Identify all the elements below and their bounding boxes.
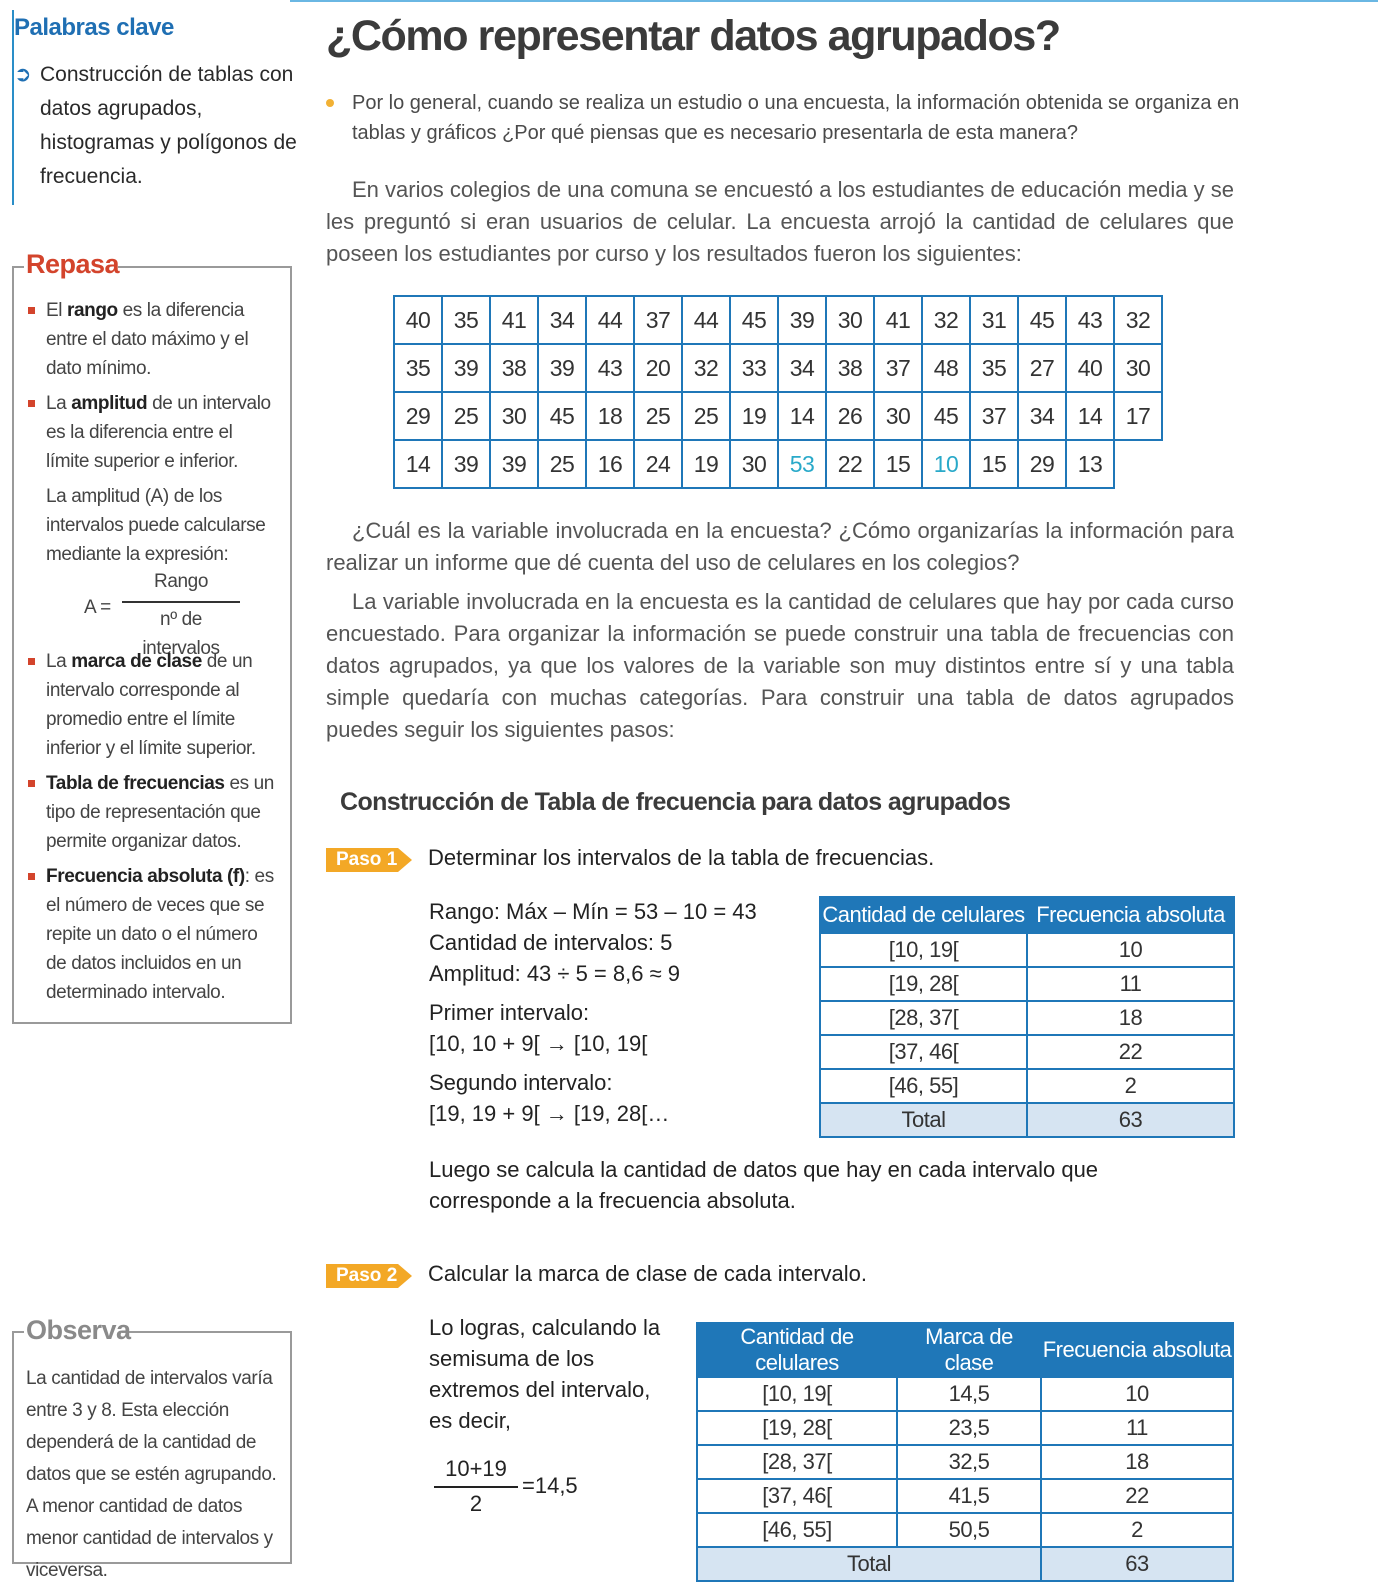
table-row xyxy=(697,1445,1233,1479)
total-value: 63 xyxy=(1041,1547,1233,1581)
arrow-right-icon: ➲ xyxy=(14,63,32,86)
frequency-cell: 2 xyxy=(1027,1069,1234,1103)
interval-cell: [46, 55] xyxy=(697,1513,897,1547)
repasa-item-amplitud xyxy=(28,389,280,476)
data-cell: 31 xyxy=(970,296,1018,344)
data-cell: 45 xyxy=(922,392,970,440)
data-cell: 39 xyxy=(538,344,586,392)
class-mark-cell: 41,5 xyxy=(897,1479,1041,1513)
keywords-item-text: Construcción de tablas con datos agrupados, histogramas y polígonos de frecuencia. xyxy=(40,63,297,188)
formula-denominator: nº de intervalos xyxy=(142,609,220,659)
amplitud-formula xyxy=(28,571,280,659)
frequency-cell: 11 xyxy=(1027,967,1234,1001)
step1-line-primer-label: Primer intervalo: xyxy=(429,1000,590,1025)
data-cell: 18 xyxy=(586,392,634,440)
circle-bullet-icon xyxy=(326,99,334,107)
table-row xyxy=(820,1001,1234,1035)
data-cell: 35 xyxy=(394,344,442,392)
data-cell: 30 xyxy=(826,296,874,344)
table-row xyxy=(697,1411,1233,1445)
data-cell: 53 xyxy=(778,440,826,488)
step2-explain: Lo logras, calculando la semisuma de los extremos del intervalo, es decir, xyxy=(429,1315,661,1433)
repasa-rule-right xyxy=(118,266,292,268)
interval-cell: [28, 37[ xyxy=(697,1445,897,1479)
marca-bar xyxy=(434,1486,518,1488)
data-cell: 38 xyxy=(490,344,538,392)
total-label: Total xyxy=(820,1103,1027,1137)
data-cell: 26 xyxy=(826,392,874,440)
frequency-cell: 18 xyxy=(1041,1445,1233,1479)
square-bullet-icon xyxy=(28,873,35,880)
data-cell: 37 xyxy=(874,344,922,392)
data-cell: 13 xyxy=(1066,440,1114,488)
step1-tag: Paso 1 xyxy=(326,848,398,872)
frequency-table-1 xyxy=(819,896,1235,1138)
data-cell: 14 xyxy=(778,392,826,440)
repasa-tabla-post: es un tipo de representación que permite organizar datos. xyxy=(46,773,274,852)
data-cell: 29 xyxy=(394,392,442,440)
data-cell: 15 xyxy=(970,440,1018,488)
table-row xyxy=(820,967,1234,1001)
class-mark-cell: 32,5 xyxy=(897,1445,1041,1479)
paragraph-question: ¿Cuál es la variable involucrada en la encuesta? ¿Cómo organizarías la información para realizar un informe que dé cuenta del uso de celulares en los colegios? xyxy=(326,518,1234,575)
repasa-marca-pre: La xyxy=(46,651,72,672)
data-cell: 10 xyxy=(922,440,970,488)
data-cell: 45 xyxy=(730,296,778,344)
data-cell: 20 xyxy=(634,344,682,392)
square-bullet-icon xyxy=(28,400,35,407)
repasa-fa-post: : es el número de veces que se repite un dato o el número de datos incluidos en un determinado intervalo. xyxy=(46,866,274,1003)
data-cell: 19 xyxy=(682,440,730,488)
marca-numerator: 10+19 xyxy=(445,1456,507,1481)
data-cell: 44 xyxy=(586,296,634,344)
data-cell: 19 xyxy=(730,392,778,440)
step1-line-intervalos: Cantidad de intervalos: 5 xyxy=(429,930,673,955)
table2-header-marca: Marca de clase xyxy=(897,1323,1041,1377)
interval-cell: [19, 28[ xyxy=(820,967,1027,1001)
data-cell: 45 xyxy=(538,392,586,440)
repasa-list xyxy=(28,296,280,1013)
repasa-amplitud-post: de un intervalo es la diferencia entre el límite superior e inferior. xyxy=(46,393,271,472)
square-bullet-icon xyxy=(28,307,35,314)
data-cell: 39 xyxy=(490,440,538,488)
data-cell: 22 xyxy=(826,440,874,488)
data-cell: 27 xyxy=(1018,344,1066,392)
step1-line-rango: Rango: Máx – Mín = 53 – 10 = 43 xyxy=(429,899,757,924)
table-row xyxy=(697,1377,1233,1411)
repasa-tabla-term: Tabla de frecuencias xyxy=(46,773,225,794)
repasa-title: Repasa xyxy=(26,249,120,279)
total-row xyxy=(697,1547,1233,1581)
data-cell: 24 xyxy=(634,440,682,488)
data-cell: 43 xyxy=(586,344,634,392)
table1-header-cantidad: Cantidad de celulares xyxy=(820,897,1027,933)
observa-text: La cantidad de intervalos varía entre 3 y 8. Esta elección dependerá de la cantidad de datos que se estén agrupando. A menor cantidad de datos menor cantidad de intervalos y viceversa. xyxy=(26,1368,277,1581)
data-cell: 30 xyxy=(730,440,778,488)
repasa-amplitud-term: amplitud xyxy=(71,393,148,414)
interval-cell: [46, 55] xyxy=(820,1069,1027,1103)
formula-numerator: Rango xyxy=(154,571,208,592)
total-value: 63 xyxy=(1027,1103,1234,1137)
keywords-item xyxy=(14,58,302,194)
step1-line-amplitud: Amplitud: 43 ÷ 5 = 8,6 ≈ 9 xyxy=(429,961,681,986)
data-cell: 15 xyxy=(874,440,922,488)
marca-denominator: 2 xyxy=(469,1491,483,1516)
data-cell: 41 xyxy=(490,296,538,344)
data-cell: 32 xyxy=(1114,296,1162,344)
step1-conclusion: Luego se calcula la cantidad de datos que hay en cada intervalo que corresponde a la frecuencia absoluta. xyxy=(429,1157,1099,1213)
data-cell: 32 xyxy=(682,344,730,392)
step2-tag: Paso 2 xyxy=(326,1264,398,1288)
data-cell: 14 xyxy=(394,440,442,488)
table-row xyxy=(820,1035,1234,1069)
table-row xyxy=(697,1513,1233,1547)
data-row xyxy=(394,440,1162,488)
observa-rule-right xyxy=(122,1331,292,1333)
data-cell: 32 xyxy=(922,296,970,344)
repasa-rango-term: rango xyxy=(66,300,118,321)
data-cell: 45 xyxy=(1018,296,1066,344)
intro-question xyxy=(352,88,1242,148)
data-cell: 33 xyxy=(730,344,778,392)
repasa-fa-term: Frecuencia absoluta (f) xyxy=(46,866,245,887)
table-row xyxy=(820,933,1234,967)
data-cell: 30 xyxy=(874,392,922,440)
data-cell: 16 xyxy=(586,440,634,488)
interval-cell: [28, 37[ xyxy=(820,1001,1027,1035)
data-cell: 30 xyxy=(490,392,538,440)
repasa-item-tabla xyxy=(28,769,280,856)
data-cell: 25 xyxy=(442,392,490,440)
marca-formula xyxy=(430,1456,590,1520)
observa-rule-left xyxy=(12,1331,24,1333)
interval-cell: [10, 19[ xyxy=(820,933,1027,967)
data-row xyxy=(394,392,1162,440)
frequency-cell: 2 xyxy=(1041,1513,1233,1547)
data-cell: 29 xyxy=(1018,440,1066,488)
repasa-amplitud-pre: La xyxy=(46,393,72,414)
repasa-rango-pre: El xyxy=(46,300,67,321)
data-cell: 39 xyxy=(778,296,826,344)
repasa-item-marca xyxy=(28,647,280,763)
formula-bar xyxy=(122,601,240,603)
data-cell: 48 xyxy=(922,344,970,392)
data-cell: 41 xyxy=(874,296,922,344)
data-cell: 35 xyxy=(442,296,490,344)
data-cell: 39 xyxy=(442,440,490,488)
interval-cell: [10, 19[ xyxy=(697,1377,897,1411)
data-cell: 37 xyxy=(970,392,1018,440)
step1-line-segundo: [19, 19 + 9[ → [19, 28[… xyxy=(429,1101,670,1126)
step1-line-segundo-label: Segundo intervalo: xyxy=(429,1070,613,1095)
step2-text: Calcular la marca de clase de cada intervalo. xyxy=(428,1261,868,1286)
frequency-cell: 11 xyxy=(1041,1411,1233,1445)
intro-text: Por lo general, cuando se realiza un estudio o una encuesta, la información obtenida se organiza en tablas y gráficos ¿Por qué piensas que es necesario presentarla de esta manera? xyxy=(352,92,1240,144)
interval-cell: [37, 46[ xyxy=(697,1479,897,1513)
data-cell: 34 xyxy=(538,296,586,344)
step1-work xyxy=(429,896,757,1129)
frequency-cell: 10 xyxy=(1041,1377,1233,1411)
repasa-item-rango xyxy=(28,296,280,383)
repasa-marca-term: marca de clase xyxy=(71,651,202,672)
data-cell: 34 xyxy=(778,344,826,392)
data-cell: 25 xyxy=(682,392,730,440)
page-title: ¿Cómo representar datos agrupados? xyxy=(326,12,1060,60)
square-bullet-icon xyxy=(28,658,35,665)
square-bullet-icon xyxy=(28,780,35,787)
frequency-cell: 22 xyxy=(1027,1035,1234,1069)
repasa-rango-post: es la diferencia entre el dato máximo y el dato mínimo. xyxy=(46,300,249,379)
section-title: Construcción de Tabla de frecuencia para datos agrupados xyxy=(340,788,1011,816)
frequency-cell: 18 xyxy=(1027,1001,1234,1035)
interval-cell: [37, 46[ xyxy=(820,1035,1027,1069)
class-mark-cell: 14,5 xyxy=(897,1377,1041,1411)
repasa-amplitud-note: La amplitud (A) de los intervalos puede calcularse mediante la expresión: xyxy=(46,486,266,565)
data-row xyxy=(394,344,1162,392)
table-row xyxy=(820,1069,1234,1103)
table2-header-cantidad: Cantidad de celulares xyxy=(697,1323,897,1377)
data-cell: 35 xyxy=(970,344,1018,392)
marca-result: =14,5 xyxy=(522,1473,578,1498)
data-row xyxy=(394,296,1162,344)
data-cell: 38 xyxy=(826,344,874,392)
formula-lhs: A = xyxy=(84,597,111,618)
step1-text: Determinar los intervalos de la tabla de frecuencias. xyxy=(428,845,935,870)
data-cell: 40 xyxy=(1066,344,1114,392)
interval-cell: [19, 28[ xyxy=(697,1411,897,1445)
frequency-cell: 22 xyxy=(1041,1479,1233,1513)
table-row xyxy=(697,1479,1233,1513)
table1-header-frecuencia: Frecuencia absoluta xyxy=(1027,897,1234,933)
total-row xyxy=(820,1103,1234,1137)
data-cell: 39 xyxy=(442,344,490,392)
paragraph-explanation: La variable involucrada en la encuesta es la cantidad de celulares que hay por cada curso encuestado. Para organizar la información se puede construir una tabla de frecuencias con datos agrupados, ya que los valores de la variable son muy distintos entre sí y una tabla simple quedaría con muchas categorías. Para construir una tabla de datos agrupados puedes seguir los siguientes pasos: xyxy=(326,589,1234,742)
data-cell: 14 xyxy=(1066,392,1114,440)
repasa-marca-post: de un intervalo corresponde al promedio entre el límite inferior y el límite superior. xyxy=(46,651,256,759)
data-cell: 17 xyxy=(1114,392,1162,440)
total-label: Total xyxy=(697,1547,1041,1581)
raw-data-table xyxy=(393,295,1163,489)
class-mark-cell: 50,5 xyxy=(897,1513,1041,1547)
data-cell: 43 xyxy=(1066,296,1114,344)
top-rule xyxy=(290,0,1378,2)
data-cell: 25 xyxy=(538,440,586,488)
observa-title: Observa xyxy=(26,1315,131,1345)
data-cell: 25 xyxy=(634,392,682,440)
keywords-title: Palabras clave xyxy=(14,14,174,41)
step1-line-primer: [10, 10 + 9[ → [10, 19[ xyxy=(429,1031,648,1056)
frequency-cell: 10 xyxy=(1027,933,1234,967)
frequency-table-2 xyxy=(696,1322,1234,1582)
repasa-rule-left xyxy=(12,266,24,268)
class-mark-cell: 23,5 xyxy=(897,1411,1041,1445)
data-cell: 37 xyxy=(634,296,682,344)
data-cell: 44 xyxy=(682,296,730,344)
data-cell: 30 xyxy=(1114,344,1162,392)
paragraph-survey: En varios colegios de una comuna se encuestó a los estudiantes de educación media y se les preguntó si eran usuarios de celular. La encuesta arrojó la cantidad de celulares que poseen los estudiantes por curso y los resultados fueron los siguientes: xyxy=(326,177,1234,266)
repasa-item-frecuencia xyxy=(28,862,280,1007)
data-cell: 34 xyxy=(1018,392,1066,440)
data-cell: 40 xyxy=(394,296,442,344)
empty-cell xyxy=(1114,440,1162,488)
table2-header-frecuencia: Frecuencia absoluta xyxy=(1041,1323,1233,1377)
